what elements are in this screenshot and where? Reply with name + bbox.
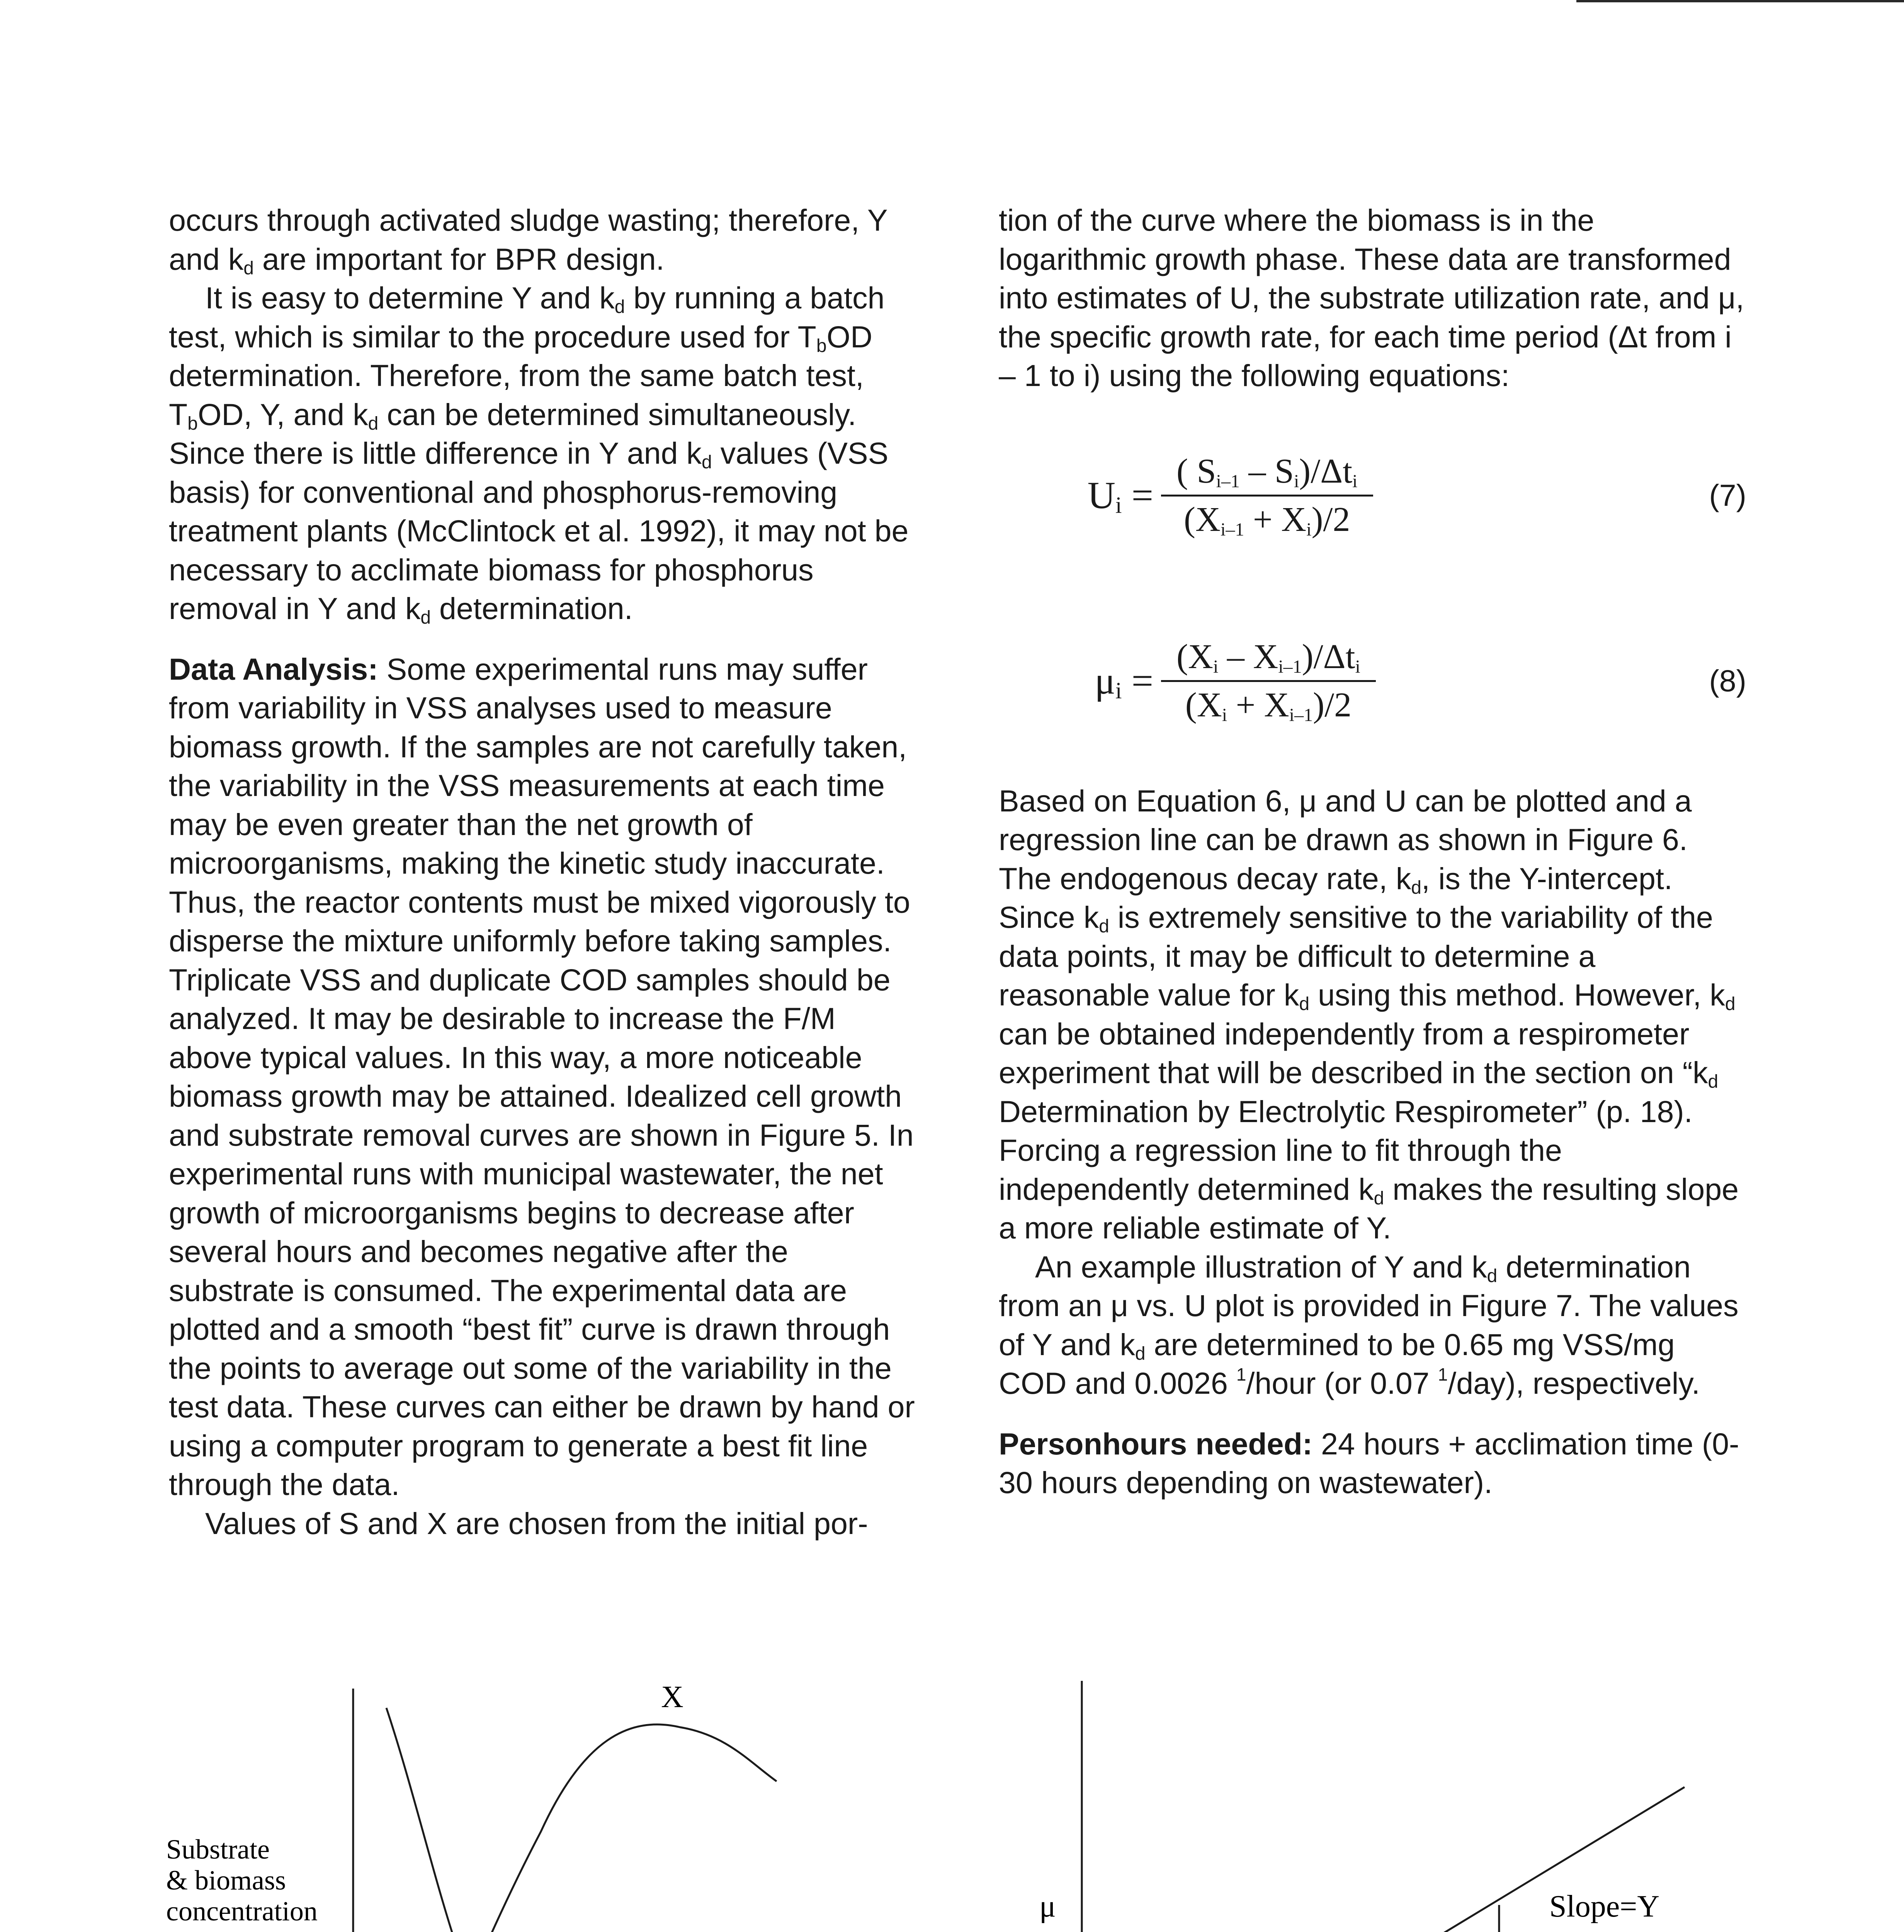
data-analysis-heading: Data Analysis:: [169, 651, 378, 686]
right-paragraph-1: tion of the curve where the biomass is in the logarithmic growth phase. These data are transformed into estimates of U, the substrate utilization rate, and μ, the specific growth rate, for each time period (Δt from i – 1 to i) using the following equations:: [999, 203, 1744, 393]
left-column: [169, 201, 916, 1543]
right-paragraph-3: An example illustration of Y and $k_d$ determination from an μ vs. U plot is provided in Figure 7. The values of Y and $k_d$ are determined to be 0.65 mg VSS/mg COD and 0.0026 $^1$/hour (or 0.07 $^1$/day), respectively.: [999, 1249, 1739, 1400]
top-rule: [1576, 0, 1904, 2]
curve-x: [425, 1725, 777, 1932]
equation-7-number: (7): [1709, 478, 1746, 513]
figure-5-label-x: X: [661, 1680, 683, 1714]
figure-5-ylabel-line2: & biomass: [166, 1865, 286, 1896]
right-column: [999, 201, 1746, 1502]
right-paragraph-4: Personhours needed: 24 hours + acclimation time (0-30 hours depending on wastewater).: [999, 1426, 1739, 1500]
equation-7: $U_i$ = ( $S_{i-1} - S_i)/\Delta t_i$ $(X_{i-1} + X_i)/2$ (7): [1087, 452, 1746, 540]
left-paragraph-2: It is easy to determine Y and $k_d$ by running a batch test, which is similar to the procedure used for $T_bOD$ determination. Therefore, from the same batch test, $T_bOD$, Y, and $k_d$ can be determined simultaneously. Since there is little difference in Y and $k_d$ values (VSS basis) for conventional and phosphorus-removing treatment plants (McClintock et al. 1992), it may not be necessary to acclimate biomass for phosphorus removal in Y and $k_d$ determination.: [169, 281, 909, 628]
figure-6: [1020, 1673, 1793, 1932]
figure-6-slope-label: Slope=Y: [1549, 1889, 1660, 1923]
figure-5-ylabel-line1: Substrate: [166, 1834, 270, 1865]
curve-s: [386, 1708, 858, 1932]
figure-5-ylabel-line3: concentration: [166, 1896, 318, 1927]
left-paragraph-4: Values of S and X are chosen from the initial por-: [205, 1506, 868, 1541]
right-paragraph-2: Based on Equation 6, μ and U can be plotted and a regression line can be drawn as shown in Figure 6. The endogenous decay rate, $k_d$, is the Y-intercept. Since $k_d$ is extremely sensitive to the variability of the data points, it may be difficult to determine a reasonable value for $k_d$ using this method. However, $k_d$ can be obtained independently from a respirometer experiment that will be described in the section on “$k_d$ Determination by Electrolytic Respirometer” (p. 18). Forcing a regression line to fit through the independently determined $k_d$ makes the resulting slope a more reliable estimate of Y.: [999, 783, 1739, 1245]
figure-5: [155, 1673, 935, 1932]
equation-8: $\mu_i$ = $(X_i - X_{i-1})/\Delta t_i$ $(X_i + X_{i-1})/2$ (8): [1095, 637, 1746, 725]
equation-8-number: (8): [1709, 663, 1746, 698]
personhours-heading: Personhours needed:: [999, 1426, 1313, 1461]
left-paragraph-3: Data Analysis: Some experimental runs may suffer from variability in VSS analyses used to measure biomass growth. If the samples are not carefully taken, the variability in the VSS measurements at each time may be even greater than the net growth of microorganisms, making the kinetic study inaccurate. Thus, the reactor contents must be mixed vigorously to disperse the mixture uniformly before taking samples. Triplicate VSS and duplicate COD samples should be analyzed. It may be desirable to increase the F/M above typical values. In this way, a more noticeable biomass growth may be attained. Idealized cell growth and substrate removal curves are shown in Figure 5. In experimental runs with municipal wastewater, the net growth of microorganisms begins to decrease after several hours and becomes negative after the substrate is consumed. The experimental data are plotted and a smooth “best fit” curve is drawn through the points to average out some of the variability in the test data. These curves can either be drawn by hand or using a computer program to generate a best fit line through the data.: [169, 651, 915, 1502]
left-paragraph-1: occurs through activated sludge wasting; therefore, Y and $k_d$ are important for BPR design.: [169, 203, 887, 279]
figure-6-ylabel: μ: [1039, 1889, 1056, 1923]
